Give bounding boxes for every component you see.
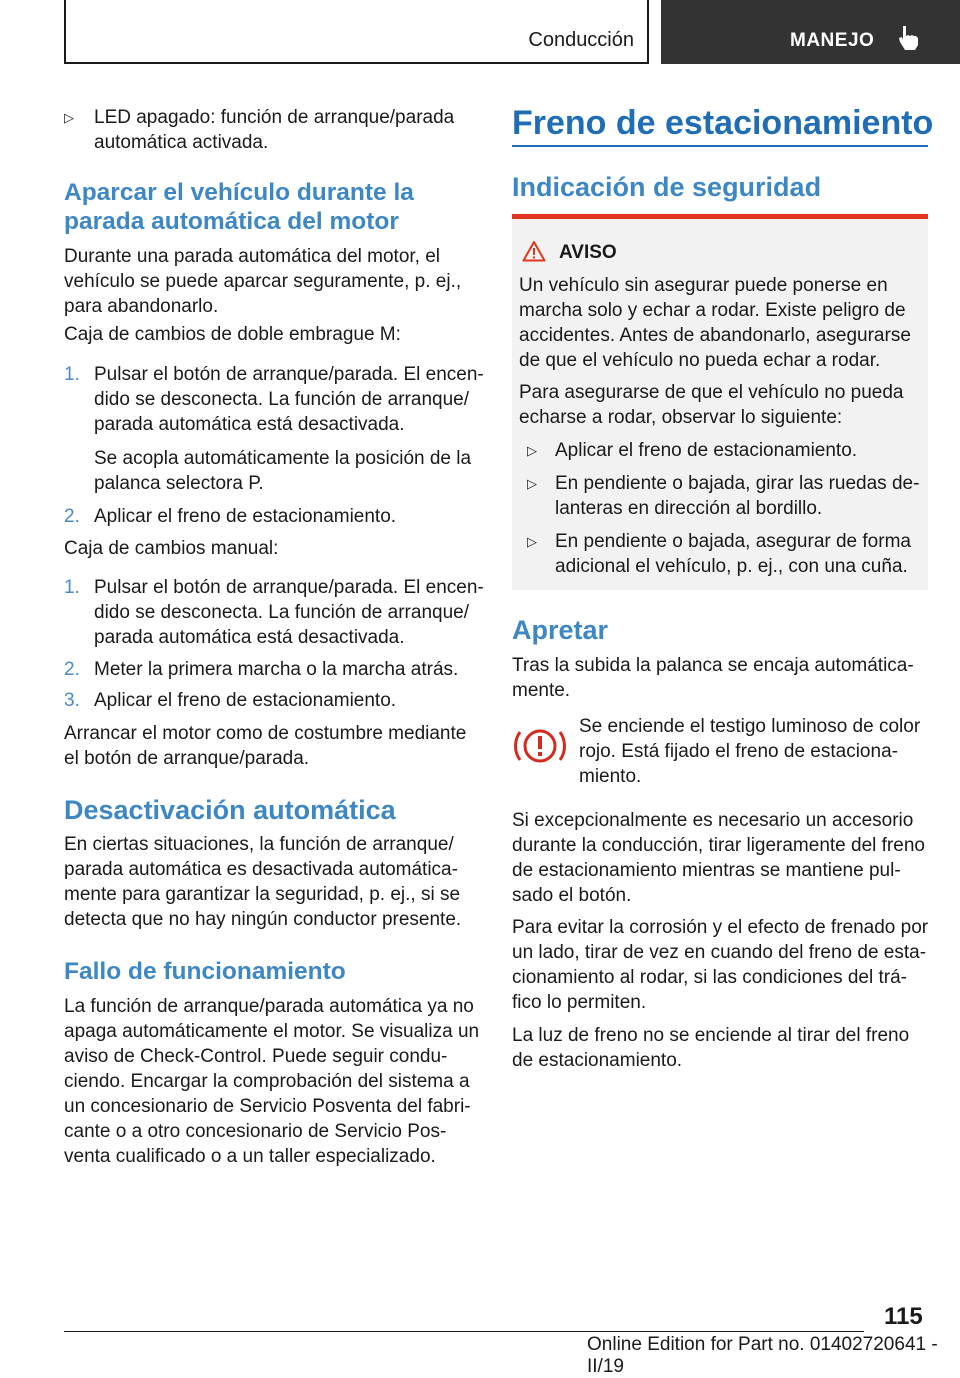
warning-line: marcha solo y echar a rodar. Existe peligro de (519, 300, 906, 321)
paragraph-line: vehículo se puede aparcar seguramente, p. ej., (64, 271, 462, 292)
step-text: dido se desconecta. La función de arranque/ (94, 602, 469, 623)
step-number: 1. (64, 577, 80, 598)
step-text: Pulsar el botón de arranque/parada. El encen- (94, 577, 484, 598)
bullet-triangle-icon: ▷ (527, 443, 537, 458)
paragraph-dct: Caja de cambios de doble embrague M: (64, 324, 401, 345)
step-number: 3. (64, 690, 80, 711)
paragraph-line: el botón de arranque/parada. (64, 748, 310, 769)
heading-desactivacion: Desactivación automática (64, 795, 396, 825)
paragraph-line: cante o a otro concesionario de Servicio Pos- (64, 1121, 447, 1142)
warning-line: de que el vehículo no pueda echar a rodar. (519, 350, 881, 371)
title-rule (512, 145, 928, 147)
header-section-label: Conducción (528, 29, 634, 51)
warning-bullet: En pendiente o bajada, girar las ruedas de- (555, 473, 920, 494)
warning-triangle-icon (522, 240, 546, 262)
warning-bar (512, 214, 928, 219)
warning-line: Para asegurarse de que el vehículo no pueda (519, 382, 904, 403)
warning-title: AVISO (559, 242, 617, 263)
warning-line: accidentes. Antes de abandonarlo, asegurarse (519, 325, 911, 346)
heading-apretar: Apretar (512, 615, 609, 645)
bullet-led: LED apagado: función de arranque/parada (94, 107, 455, 128)
paragraph-line: aviso de Check-Control. Puede seguir condu- (64, 1046, 448, 1067)
paragraph-line: mente. (512, 680, 571, 701)
bullet-led-cont: automática activada. (94, 132, 269, 153)
paragraph-line: La función de arranque/parada automática ya no (64, 996, 474, 1017)
paragraph-manual: Caja de cambios manual: (64, 538, 279, 559)
edition-note: Online Edition for Part no. 01402720641 - II/19 (587, 1334, 938, 1377)
paragraph-line: parada automática es desactivada automática- (64, 859, 458, 880)
paragraph-line: rojo. Está fijado el freno de estaciona- (579, 741, 898, 762)
heading-fallo: Fallo de funcionamiento (64, 958, 346, 985)
paragraph-line: miento. (579, 766, 642, 787)
header-chapter-tab (661, 0, 960, 64)
paragraph-line: La luz de freno no se enciende al tirar del freno (512, 1025, 910, 1046)
paragraph-line: para abandonarlo. (64, 296, 219, 317)
bullet-triangle-icon: ▷ (527, 476, 537, 491)
step-text: parada automática está desactivada. (94, 627, 405, 648)
paragraph-line: detecta que no hay ningún conductor presente. (64, 909, 462, 930)
bullet-triangle-icon: ▷ (64, 110, 74, 125)
heading-indicacion: Indicación de seguridad (512, 172, 822, 202)
bullet-triangle-icon: ▷ (527, 534, 537, 549)
warning-line: echarse a rodar, observar lo siguiente: (519, 407, 843, 428)
paragraph-line: durante la conducción, tirar ligeramente del freno (512, 835, 925, 856)
step-number: 2. (64, 506, 80, 527)
paragraph-line: Si excepcionalmente es necesario un accesorio (512, 810, 914, 831)
step-text: Se acopla automáticamente la posición de la (94, 448, 472, 469)
step-text: Aplicar el freno de estacionamiento. (94, 690, 397, 711)
paragraph-line: apaga automáticamente el motor. Se visualiza un (64, 1021, 480, 1042)
step-text: palanca selectora P. (94, 473, 264, 494)
warning-bullet: lanteras en dirección al bordillo. (555, 498, 823, 519)
warning-bullet: Aplicar el freno de estacionamiento. (555, 440, 858, 461)
paragraph-line: Durante una parada automática del motor, el (64, 246, 441, 267)
header-chapter-label: MANEJO (790, 30, 875, 51)
paragraph-line: Tras la subida la palanca se encaja automática- (512, 655, 914, 676)
warning-bullet: adicional el vehículo, p. ej., con una cuña. (555, 556, 908, 577)
warning-line: Un vehículo sin asegurar puede ponerse en (519, 275, 888, 296)
paragraph-line: sado el botón. (512, 885, 632, 906)
warning-bullet: En pendiente o bajada, asegurar de forma (555, 531, 911, 552)
parking-brake-indicator-icon (512, 722, 568, 770)
pointing-hand-icon (897, 24, 921, 52)
step-number: 2. (64, 659, 80, 680)
paragraph-line: En ciertas situaciones, la función de arranque/ (64, 834, 454, 855)
step-text: dido se desconecta. La función de arranque/ (94, 389, 469, 410)
paragraph-line: un lado, tirar de vez en cuando del freno de esta- (512, 942, 927, 963)
paragraph-line: Para evitar la corrosión y el efecto de frenado por (512, 917, 929, 938)
heading-aparcar-cont: parada automática del motor (64, 208, 399, 235)
paragraph-line: mente para garantizar la seguridad, p. ej., si se (64, 884, 461, 905)
heading-aparcar: Aparcar el vehículo durante la (64, 179, 414, 206)
step-number: 1. (64, 364, 80, 385)
step-text: Aplicar el freno de estacionamiento. (94, 506, 397, 527)
paragraph-line: Arrancar el motor como de costumbre mediante (64, 723, 467, 744)
paragraph-line: ciendo. Encargar la comprobación del sistema a (64, 1071, 470, 1092)
paragraph-line: fico lo permiten. (512, 992, 647, 1013)
heading-freno-estacionamiento: Freno de estacionamiento (512, 104, 934, 142)
paragraph-line: un concesionario de Servicio Posventa del fabri- (64, 1096, 471, 1117)
paragraph-line: de estacionamiento. (512, 1050, 683, 1071)
step-text: Meter la primera marcha o la marcha atrás. (94, 659, 459, 680)
step-text: Pulsar el botón de arranque/parada. El encen- (94, 364, 484, 385)
page-number: 115 (884, 1303, 923, 1330)
step-text: parada automática está desactivada. (94, 414, 405, 435)
footer-rule (64, 1331, 864, 1332)
paragraph-line: Se enciende el testigo luminoso de color (579, 716, 921, 737)
paragraph-line: venta cualificado o a un taller especializado. (64, 1146, 436, 1167)
paragraph-line: cionamiento al rodar, si las condiciones del trá- (512, 967, 907, 988)
paragraph-line: de estacionamiento mientras se mantiene pul- (512, 860, 901, 881)
